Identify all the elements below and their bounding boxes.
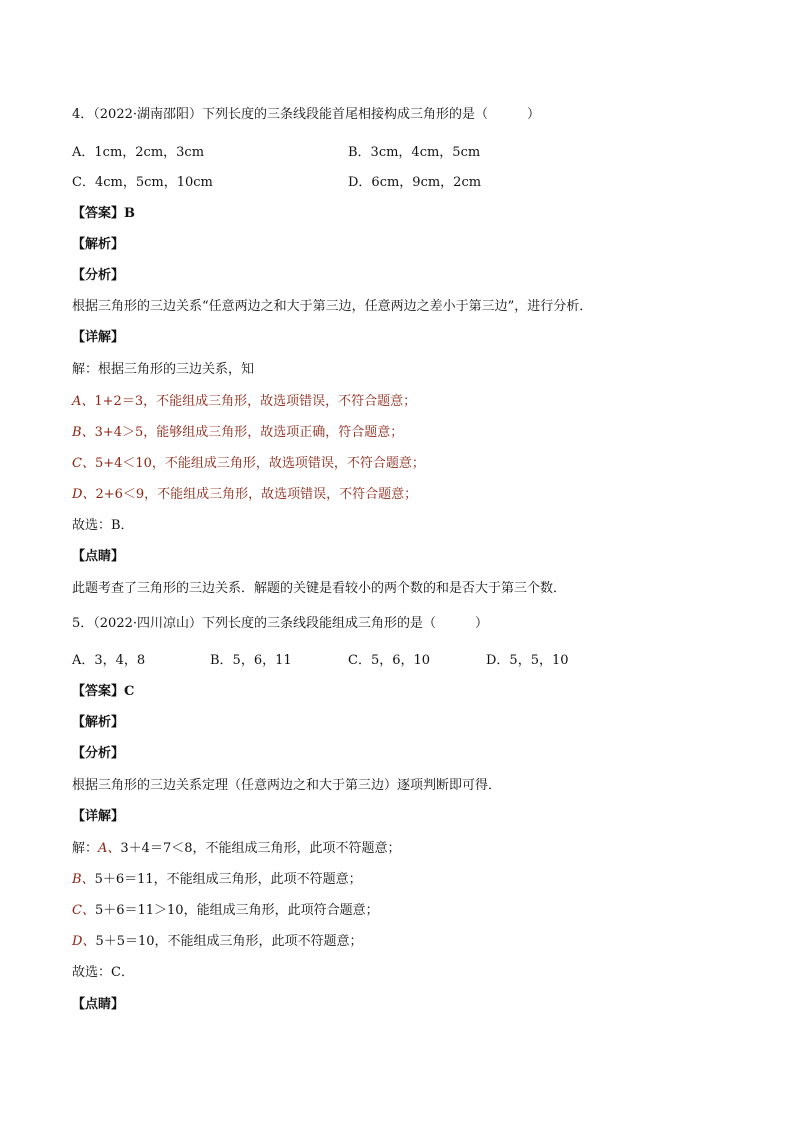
- question-4-stem: 4．（2022·湖南邵阳）下列长度的三条线段能首尾相接构成三角形的是（ ）: [72, 107, 540, 122]
- q4-option-b: B．3cm，4cm，5cm: [348, 145, 481, 160]
- step-lead: D、: [72, 934, 96, 949]
- q5-option-c: C．5，6，10: [348, 653, 431, 668]
- q5-step-d: [72, 933, 363, 951]
- q4-step-b: [72, 424, 403, 442]
- q5-step-c: [72, 902, 379, 920]
- q5-option-d: D．5，5，10: [486, 653, 569, 668]
- step-text: 2+6＜9，不能组成三角形，故选项错误，不符合题意；: [95, 487, 418, 502]
- step-lead: D、: [72, 487, 96, 502]
- step-text: 5＋5＝10，不能组成三角形，此项不符题意；: [95, 934, 363, 949]
- q5-answer: 【答案】C: [72, 684, 135, 699]
- step-lead: C、: [72, 456, 95, 471]
- q4-comment-heading: 【点睛】: [72, 549, 125, 564]
- q4-option-a: A．1cm，2cm，3cm: [72, 145, 205, 160]
- step-text: 3+4＞5，能够组成三角形，故选项正确，符合题意；: [94, 425, 404, 440]
- q4-option-d: D．6cm，9cm，2cm: [348, 175, 482, 190]
- q4-option-c: C．4cm，5cm，10cm: [72, 175, 213, 190]
- q4-choose: 故选：B．: [72, 518, 134, 533]
- q4-step-a: [72, 393, 416, 411]
- step-lead: C、: [72, 903, 95, 918]
- q4-solution-intro: 解：根据三角形的三边关系，知: [72, 362, 255, 377]
- q4-answer: 【答案】B: [72, 206, 135, 221]
- q4-detail-heading: 【详解】: [72, 330, 125, 345]
- q5-fenxi-heading: 【分析】: [72, 746, 125, 761]
- q5-step-a: [72, 840, 401, 858]
- q4-comment-text: 此题考查了三角形的三边关系．解题的关键是看较小的两个数的和是否大于第三个数．: [72, 581, 567, 596]
- q5-option-a: A．3，4，8: [72, 653, 146, 668]
- step-lead: B、: [72, 425, 95, 440]
- q4-fenxi-text: 根据三角形的三边关系“任意两边之和大于第三边，任意两边之差小于第三边”，进行分析．: [72, 299, 593, 314]
- step-text: 3＋4＝7＜8，不能组成三角形，此项不符题意；: [120, 841, 401, 856]
- step-lead: A、: [72, 394, 95, 409]
- step-text: 5+4＜10，不能组成三角形，故选项错误，不符合题意；: [94, 456, 425, 471]
- step-text: 1+2＝3，不能组成三角形，故选项错误，不符合题意；: [94, 394, 417, 409]
- q4-fenxi-heading: 【分析】: [72, 268, 125, 283]
- q5-step-b: [72, 871, 362, 889]
- q5-comment-heading: 【点睛】: [72, 997, 125, 1012]
- step-lead: A、: [98, 841, 121, 856]
- step-text: 5＋6＝11，不能组成三角形，此项不符题意；: [94, 872, 362, 887]
- q4-step-d: [72, 486, 417, 504]
- question-5-stem: 5．（2022·四川凉山）下列长度的三条线段能组成三角形的是（ ）: [72, 616, 488, 631]
- q5-choose: 故选：C．: [72, 965, 134, 980]
- step-lead: B、: [72, 872, 95, 887]
- q5-fenxi-text: 根据三角形的三边关系定理（任意两边之和大于第三边）逐项判断即可得．: [72, 778, 502, 793]
- q5-analysis-heading: 【解析】: [72, 715, 125, 730]
- q5-detail-heading: 【详解】: [72, 809, 125, 824]
- q4-analysis-heading: 【解析】: [72, 237, 125, 252]
- q5-option-b: B．5，6，11: [210, 653, 292, 668]
- step-prefix: 解：: [72, 841, 99, 856]
- q4-step-c: [72, 455, 425, 473]
- step-text: 5＋6＝11＞10，能组成三角形，此项符合题意；: [94, 903, 379, 918]
